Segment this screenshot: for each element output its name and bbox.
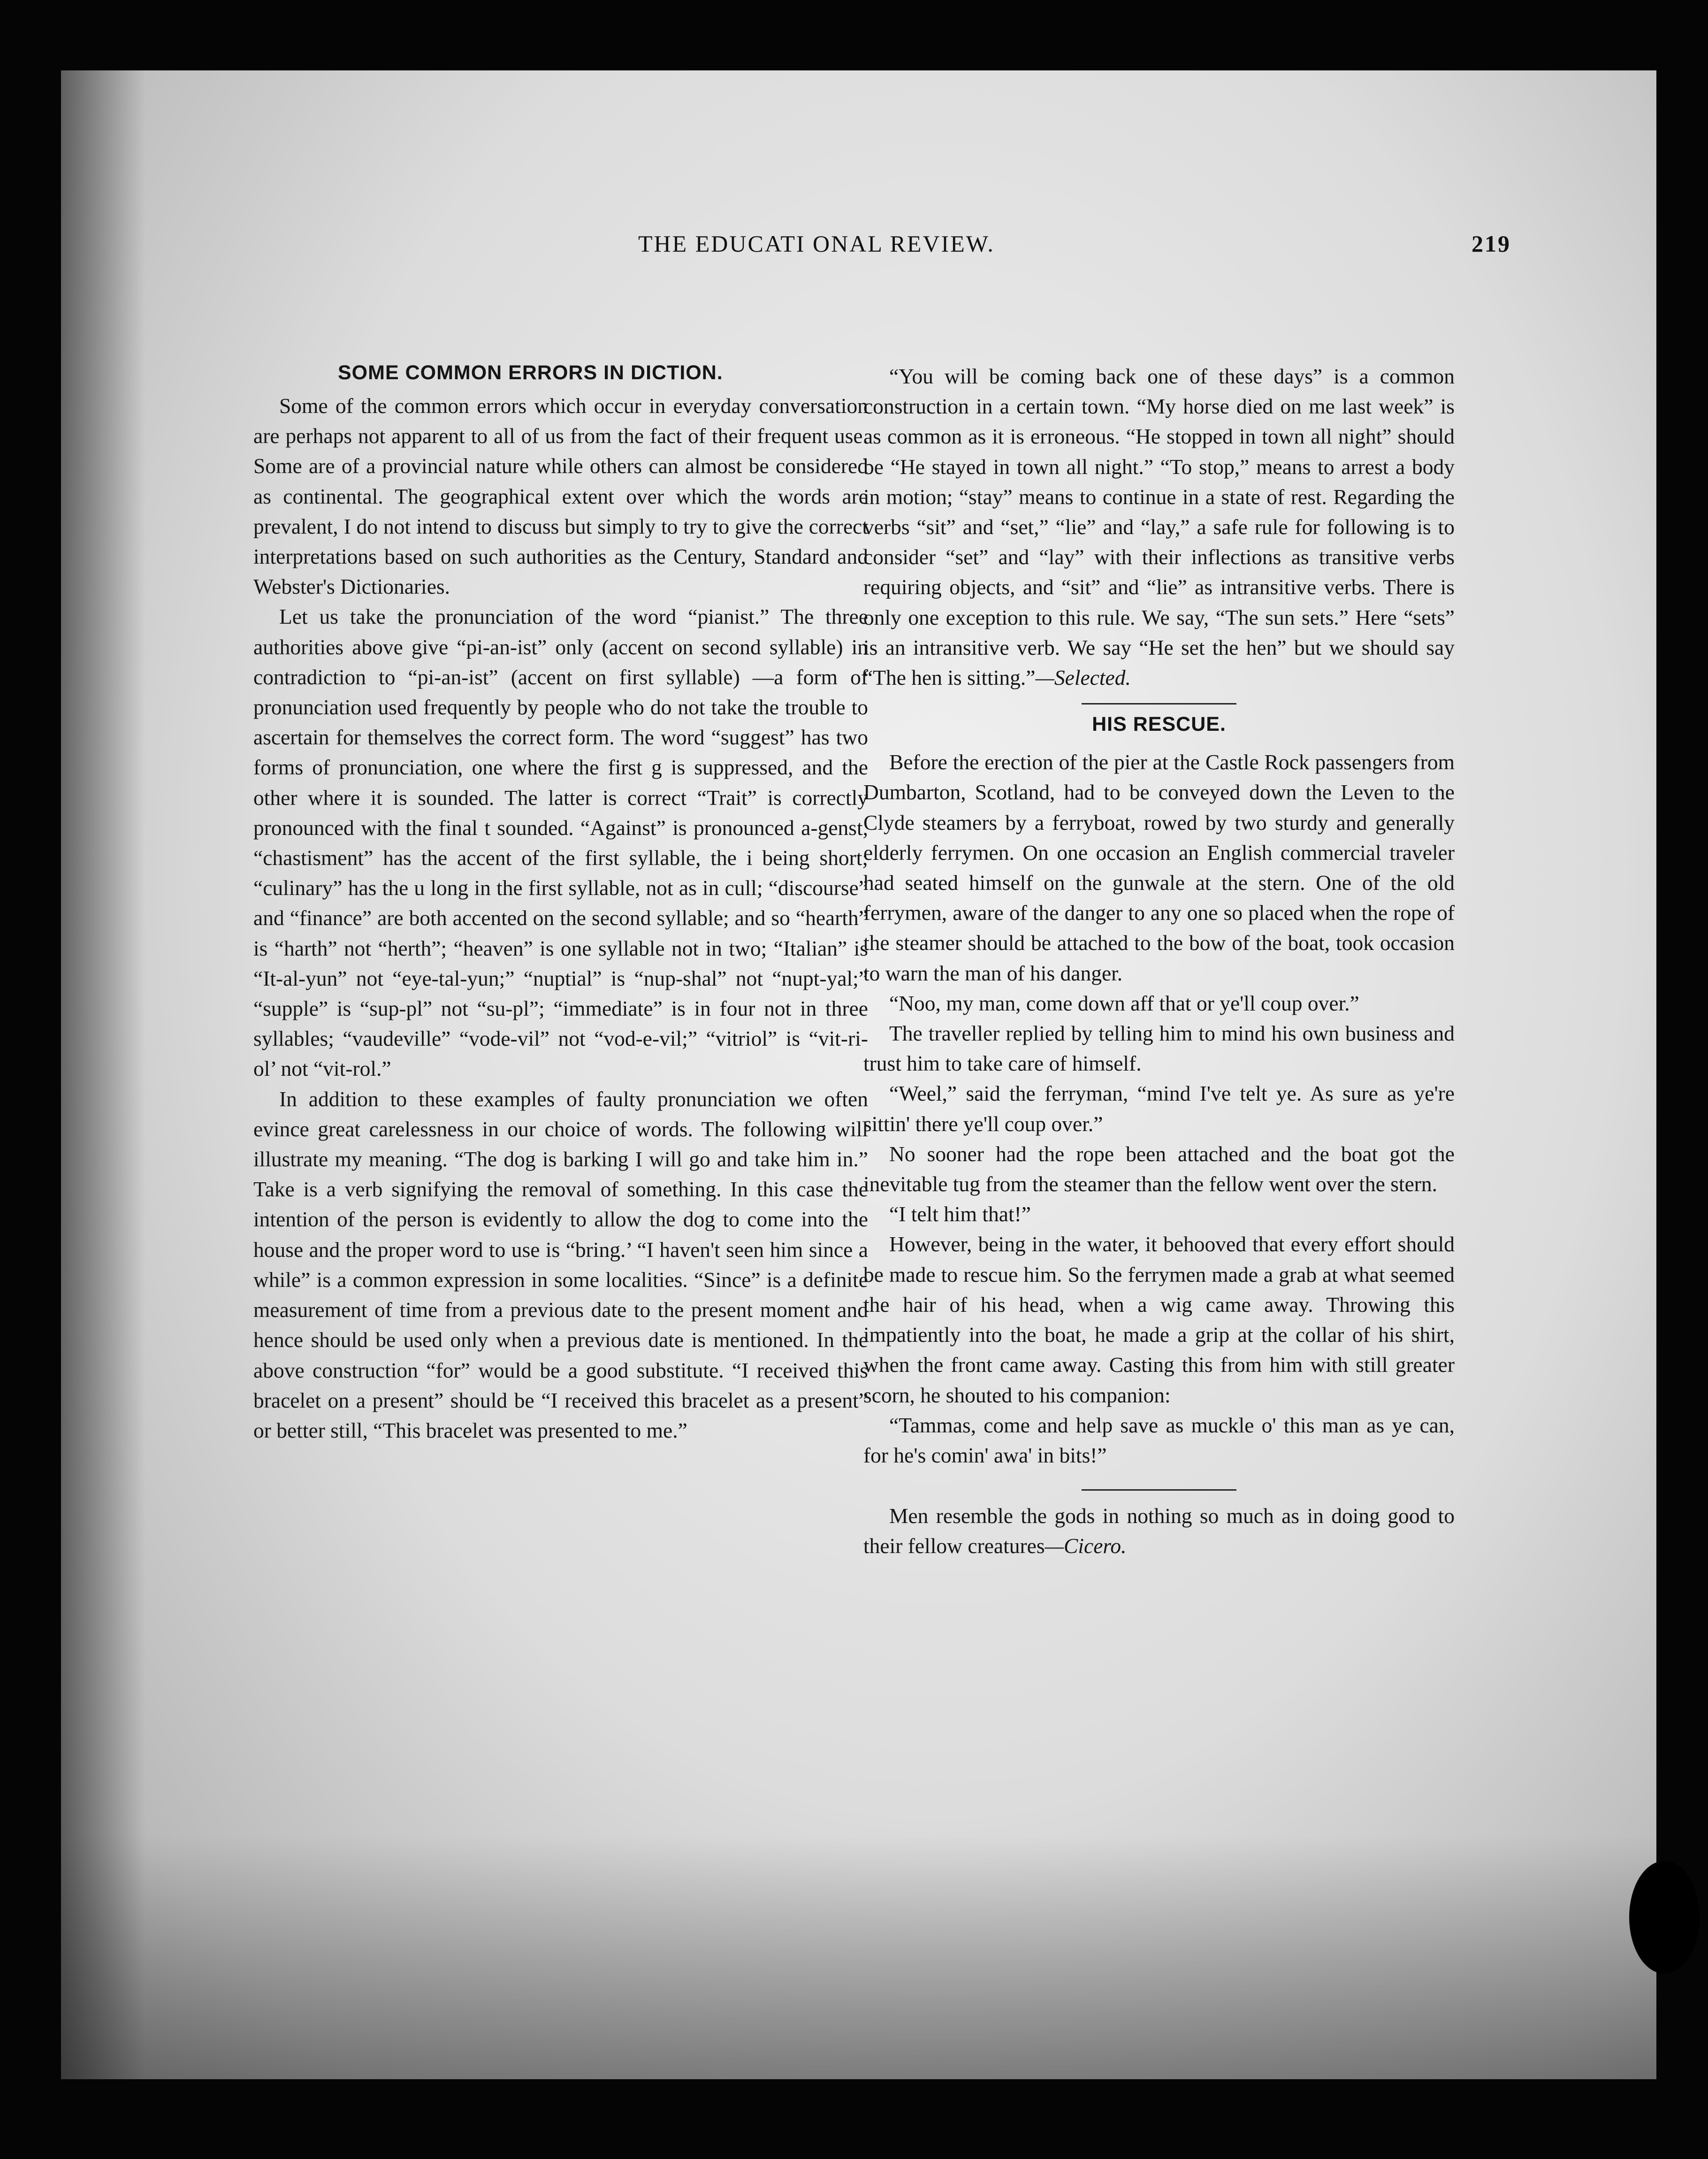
quote-author: —Cicero. bbox=[1045, 1534, 1127, 1558]
journal-title: THE EDUCATI ONAL REVIEW. bbox=[638, 230, 995, 257]
left-column bbox=[253, 361, 868, 1446]
story-heading: HIS RESCUE. bbox=[1092, 713, 1226, 736]
article-heading: SOME COMMON ERRORS IN DICTION. bbox=[338, 361, 723, 384]
film-edge-mark bbox=[1629, 1861, 1700, 1974]
continuation-text: “You will be coming back one of these days” is a common construction in a certain town. “My horse died on me last week” is as common as it is erroneous. “He stopped in town all night” should be “He stayed in town all night.” “To stop,” means to arrest a body in motion; “stay” means to continue in a state of rest. Regarding the verbs “sit” and “set,” “lie” and “lay,” a safe rule for following is to consider “set” and “lay” with their inflections as transitive verbs requiring objects, and “sit” and “lie” as intransitive verbs. There is only one exception to this rule. We say, “The sun sets.” Here “sets” is an intransitive verb. We say “He set the hen” but we should say “The hen is sitting.” bbox=[863, 364, 1455, 690]
source-credit: —Selected. bbox=[1035, 666, 1131, 690]
section-divider bbox=[1082, 703, 1236, 704]
section-divider bbox=[1082, 1489, 1236, 1491]
paragraph: Some of the common errors which occur in everyday conversation are perhaps not apparent to all of us from the fact of their frequent use. Some are of a provincial nature while others can almost be considered as continental. The geographical extent over which the words are prevalent, I do not intend to discuss but simply to try to give the correct interpretations based on such authorities as the Century, Standard and Webster's Dictionaries. bbox=[253, 394, 868, 599]
running-header bbox=[239, 230, 1511, 268]
right-column bbox=[863, 361, 1455, 1562]
paragraph: No sooner had the rope been attached and the boat got the inevitable tug from the steamer than the fellow went over the stern. bbox=[863, 1141, 1455, 1196]
document-page bbox=[61, 70, 1656, 2079]
continuation-paragraph bbox=[863, 361, 1455, 693]
paragraph: The traveller replied by telling him to mind his own business and trust him to take care of himself. bbox=[863, 1021, 1455, 1076]
paragraph: “Weel,” said the ferryman, “mind I've telt ye. As sure as ye're sittin' there ye'll coup over.” bbox=[863, 1081, 1455, 1136]
paragraph: “Tammas, come and help save as muckle o' this man as ye can, for he's comin' awa' in bits!” bbox=[863, 1413, 1455, 1467]
paragraph: Let us take the pronunciation of the word “pianist.” The three authorities above give “pi-an-ist” only (accent on second syllable) in contradiction to “pi-an-ist” (accent on first syllable) —a form of pronunciation used frequently by people who do not take the trouble to ascertain for themselves the correct form. The word “suggest” has two forms of pronunciation, one where the first g is suppressed, and the other where it is sounded. The latter is correct “Trait” is correctly pronounced with the final t sounded. “Against” is pronounced a-genst, “chastisment” has the accent of the first syllable, the i being short; “culinary” has the u long in the first syllable, not as in cull; “discourse” and “finance” are both accented on the second syllable; and so “hearth” is “harth” not “herth”; “heaven” is one syllable not in two; “Italian” is “It-al-yun” not “eye-tal-yun;” “nuptial” is “nup-shal” not “nupt-yal;” “supple” is “sup-pl” not “su-pl”; “immediate” is in four not in three syllables; “vaudeville” “vode-vil” not “vod-e-vil;” “vitriol” is “vit-ri-ol’ not “vit-rol.” bbox=[253, 605, 868, 1081]
page-number: 219 bbox=[1472, 230, 1511, 257]
paragraph: “I telt him that!” bbox=[889, 1202, 1031, 1226]
page-shadow-bottom bbox=[61, 1835, 1656, 2079]
quotation bbox=[863, 1501, 1455, 1561]
paragraph: Before the erection of the pier at the Castle Rock passengers from Dumbarton, Scotland, had to be conveyed down the Leven to the Clyde steamers by a ferryboat, rowed by two sturdy and generally elderly ferrymen. On one occasion an English commercial traveler had seated himself on the gunwale at the stern. One of the old ferrymen, aware of the danger to any one so placed when the rope of the steamer should be attached to the bow of the boat, took occasion to warn the man of his danger. bbox=[863, 750, 1455, 985]
paragraph: However, being in the water, it behooved that every effort should be made to rescue him. So the ferrymen made a grab at what seemed the hair of his head, when a wig came away. Throwing this impatiently into the boat, he made a grip at the collar of his shirt, when the front came away. Casting this from him with still greater scorn, he shouted to his companion: bbox=[863, 1232, 1455, 1407]
quote-text: Men resemble the gods in nothing so much as in doing good to their fellow creatures bbox=[863, 1504, 1455, 1558]
paragraph: In addition to these examples of faulty pronunciation we often evince great carelessness in our choice of words. The following will illustrate my meaning. “The dog is barking I will go and take him in.” Take is a verb signifying the removal of something. In this case the intention of the person is evidently to allow the dog to come into the house and the proper word to use is “bring.’ “I haven't seen him since a while” is a common expression in some localities. “Since” is a definite measurement of time from a previous date to the present moment and hence should be used only when a previous date is mentioned. In the above construction “for” would be a good substitute. “I received this bracelet on a present” should be “I received this bracelet as a present” or better still, “This bracelet was presented to me.” bbox=[253, 1087, 868, 1442]
paragraph: “Noo, my man, come down aff that or ye'll coup over.” bbox=[889, 991, 1359, 1015]
page-shadow-left bbox=[61, 70, 145, 2079]
